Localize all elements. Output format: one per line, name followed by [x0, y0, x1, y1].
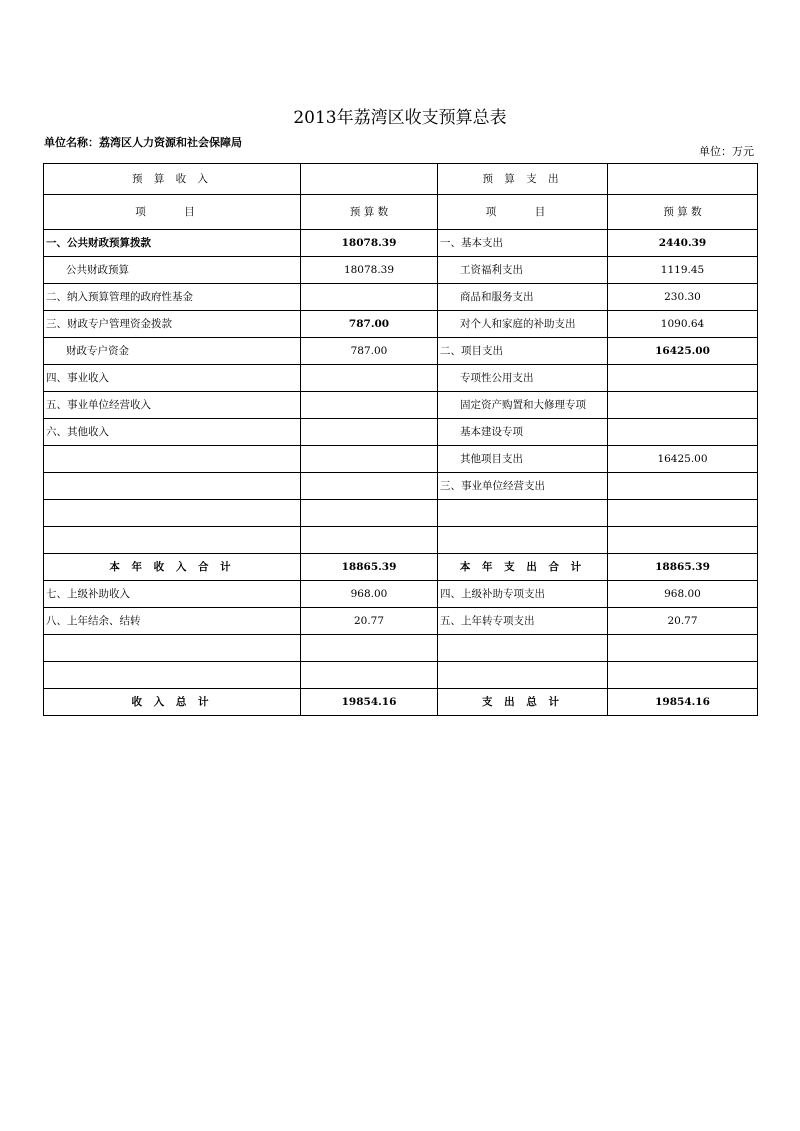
expense-item [438, 527, 608, 554]
income-item: 二、纳入预算管理的政府性基金 [44, 284, 301, 311]
expense-amount [608, 392, 758, 419]
expense-year-total-amount: 18865.39 [608, 554, 758, 581]
expense-item: 一、基本支出 [438, 230, 608, 257]
expense-grand-total-amount: 19854.16 [608, 689, 758, 716]
income-item: 财政专户资金 [44, 338, 301, 365]
income-item: 公共财政预算 [44, 257, 301, 284]
currency-unit: 单位：万元 [699, 145, 754, 158]
income-amount-header: 预 算 数 [301, 195, 438, 230]
income-amount: 787.00 [301, 311, 438, 338]
income-amount: 20.77 [301, 608, 438, 635]
income-amount [301, 500, 438, 527]
income-amount [301, 662, 438, 689]
table-row [44, 662, 758, 689]
expense-year-total-label: 本 年 支 出 合 计 [438, 554, 608, 581]
column-header-row [44, 195, 758, 230]
expense-section-header: 预 算 支 出 [438, 164, 608, 195]
expense-item: 对个人和家庭的补助支出 [438, 311, 608, 338]
header-blank-cell [301, 164, 438, 195]
income-amount: 18078.39 [301, 230, 438, 257]
header-blank-cell [608, 164, 758, 195]
expense-item: 专项性公用支出 [438, 365, 608, 392]
expense-amount [608, 500, 758, 527]
expense-amount [608, 527, 758, 554]
income-item: 三、财政专户管理资金拨款 [44, 311, 301, 338]
expense-amount: 16425.00 [608, 446, 758, 473]
income-item [44, 500, 301, 527]
income-amount [301, 527, 438, 554]
expense-item [438, 635, 608, 662]
table-row [44, 284, 758, 311]
table-row [44, 473, 758, 500]
income-item: 六、其他收入 [44, 419, 301, 446]
income-item: 八、上年结余、结转 [44, 608, 301, 635]
table-row [44, 257, 758, 284]
expense-amount [608, 662, 758, 689]
expense-amount: 1119.45 [608, 257, 758, 284]
income-amount [301, 365, 438, 392]
year-total-row [44, 554, 758, 581]
income-amount: 18078.39 [301, 257, 438, 284]
table-row [44, 635, 758, 662]
income-grand-total-amount: 19854.16 [301, 689, 438, 716]
income-amount [301, 473, 438, 500]
expense-item: 五、上年转专项支出 [438, 608, 608, 635]
table-row [44, 338, 758, 365]
grand-total-row [44, 689, 758, 716]
income-item [44, 446, 301, 473]
expense-amount-header: 预 算 数 [608, 195, 758, 230]
table-row [44, 365, 758, 392]
expense-item: 四、上级补助专项支出 [438, 581, 608, 608]
table-row [44, 392, 758, 419]
income-amount [301, 635, 438, 662]
expense-amount: 16425.00 [608, 338, 758, 365]
page-title: 2013年荔湾区收支预算总表 [293, 108, 507, 128]
table-row [44, 581, 758, 608]
unit-name: 单位名称：荔湾区人力资源和社会保障局 [44, 136, 242, 149]
income-item-header: 项 目 [44, 195, 301, 230]
expense-item [438, 662, 608, 689]
table-row [44, 608, 758, 635]
expense-item: 商品和服务支出 [438, 284, 608, 311]
income-amount: 968.00 [301, 581, 438, 608]
expense-amount: 2440.39 [608, 230, 758, 257]
expense-amount: 20.77 [608, 608, 758, 635]
income-amount [301, 284, 438, 311]
expense-item [438, 500, 608, 527]
expense-item-header: 项 目 [438, 195, 608, 230]
table-row [44, 527, 758, 554]
income-item [44, 635, 301, 662]
expense-grand-total-label: 支 出 总 计 [438, 689, 608, 716]
income-amount [301, 419, 438, 446]
expense-amount: 230.30 [608, 284, 758, 311]
expense-amount [608, 365, 758, 392]
expense-amount [608, 635, 758, 662]
income-item: 一、公共财政预算拨款 [44, 230, 301, 257]
table-row [44, 500, 758, 527]
expense-amount: 968.00 [608, 581, 758, 608]
table-row [44, 311, 758, 338]
income-year-total-label: 本 年 收 入 合 计 [44, 554, 301, 581]
expense-item: 工资福利支出 [438, 257, 608, 284]
expense-amount: 1090.64 [608, 311, 758, 338]
expense-item: 基本建设专项 [438, 419, 608, 446]
income-amount [301, 392, 438, 419]
income-year-total-amount: 18865.39 [301, 554, 438, 581]
expense-item: 二、项目支出 [438, 338, 608, 365]
expense-item: 其他项目支出 [438, 446, 608, 473]
income-section-header: 预 算 收 入 [44, 164, 301, 195]
expense-item: 固定资产购置和大修理专项 [438, 392, 608, 419]
income-grand-total-label: 收 入 总 计 [44, 689, 301, 716]
income-item: 七、上级补助收入 [44, 581, 301, 608]
budget-table [43, 163, 758, 716]
income-item: 四、事业收入 [44, 365, 301, 392]
income-item [44, 662, 301, 689]
table-header-row [44, 164, 758, 195]
table-row [44, 419, 758, 446]
table-row [44, 230, 758, 257]
income-item [44, 527, 301, 554]
income-item: 五、事业单位经营收入 [44, 392, 301, 419]
income-item [44, 473, 301, 500]
income-amount: 787.00 [301, 338, 438, 365]
expense-amount [608, 419, 758, 446]
expense-item: 三、事业单位经营支出 [438, 473, 608, 500]
expense-amount [608, 473, 758, 500]
table-row [44, 446, 758, 473]
income-amount [301, 446, 438, 473]
